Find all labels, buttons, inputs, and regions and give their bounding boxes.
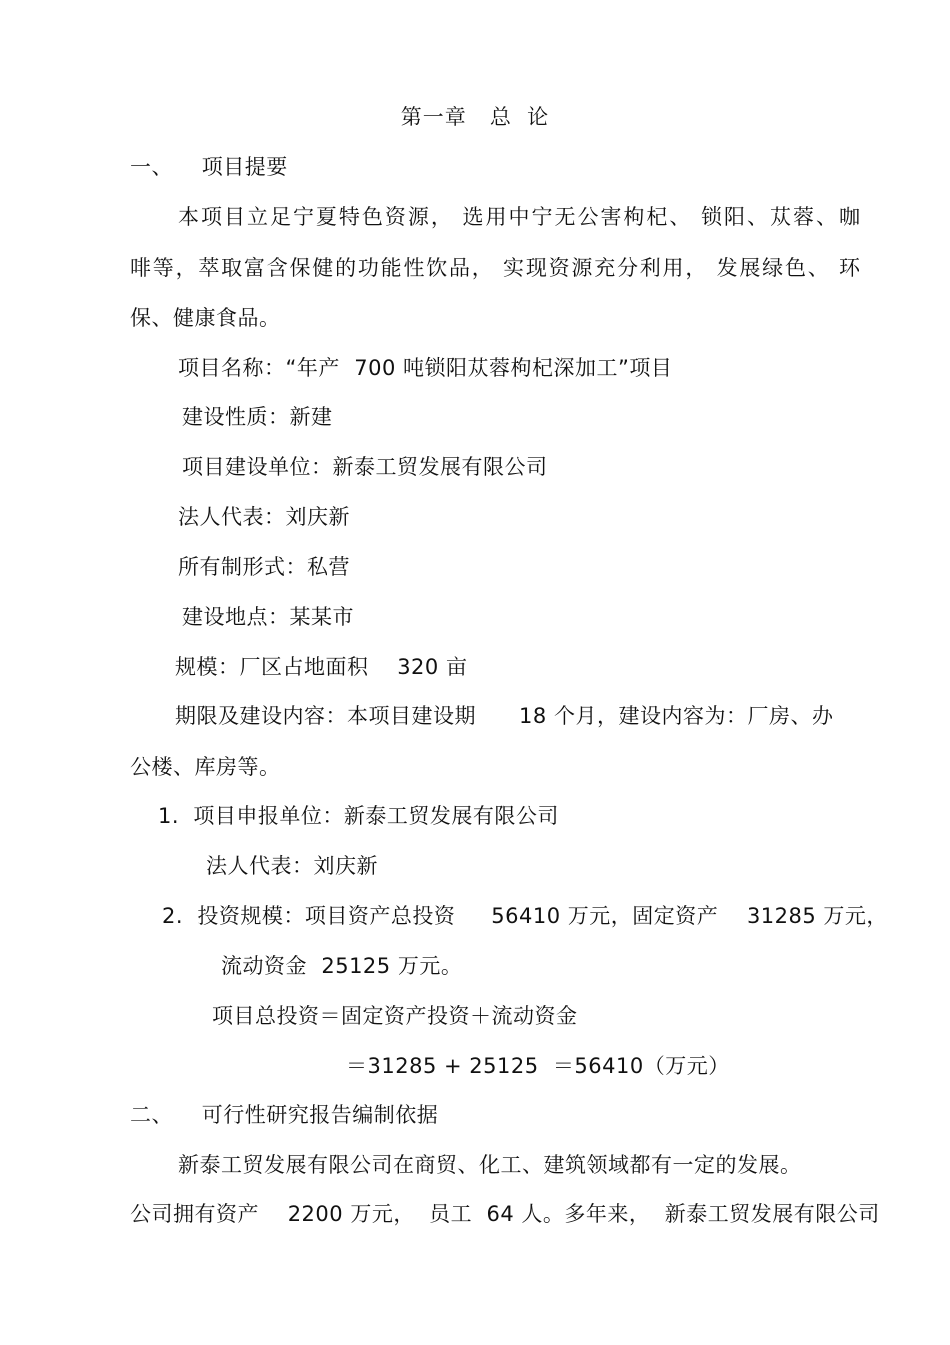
formula-line-2: ＝31285 + 25125 ＝56410（万元） [346,1054,730,1078]
intro-line-2: 啡等，萃取富含保健的功能性饮品， 实现资源充分利用， 发展绿色、 环 [130,256,860,280]
section-heading-2: 二、 可行性研究报告编制依据 [130,1103,439,1127]
intro-line-3: 保、健康食品。 [130,306,281,330]
section2-line-1: 新泰工贸发展有限公司在商贸、化工、建筑领域都有一定的发展。 [178,1153,802,1177]
item-2-sub: 流动资金 25125 万元。 [221,954,463,978]
field-location: 建设地点：某某市 [182,605,354,629]
chapter-title: 第一章 总 论 [400,105,550,129]
formula-line-1: 项目总投资＝固定资产投资＋流动资金 [212,1004,578,1028]
field-legal-rep: 法人代表：刘庆新 [178,505,350,529]
section-heading-1: 一、 项目提要 [130,155,288,179]
item-1-label: 1. 项目申报单位：新泰工贸发展有限公司 [158,804,559,828]
field-ownership: 所有制形式：私营 [178,555,350,579]
field-construction-type: 建设性质：新建 [182,405,333,429]
field-project-name: 项目名称：“年产 700 吨锁阳苁蓉枸杞深加工”项目 [178,356,673,380]
field-scale: 规模：厂区占地面积 320 亩 [175,655,468,679]
section2-line-2: 公司拥有资产 2200 万元， 员工 64 人。多年来， 新泰工贸发展有限公司 [130,1202,880,1226]
field-period-cont: 公楼、库房等。 [130,755,281,779]
item-2-label: 2. 投资规模：项目资产总投资 56410 万元，固定资产 31285 万元， [162,904,888,928]
field-builder: 项目建设单位：新泰工贸发展有限公司 [182,455,548,479]
item-1-sub: 法人代表：刘庆新 [206,854,378,878]
field-period: 期限及建设内容：本项目建设期 18 个月，建设内容为：厂房、办 [175,704,834,728]
intro-line-1: 本项目立足宁夏特色资源， 选用中宁无公害枸杞、 锁阳、苁蓉、咖 [178,205,860,229]
